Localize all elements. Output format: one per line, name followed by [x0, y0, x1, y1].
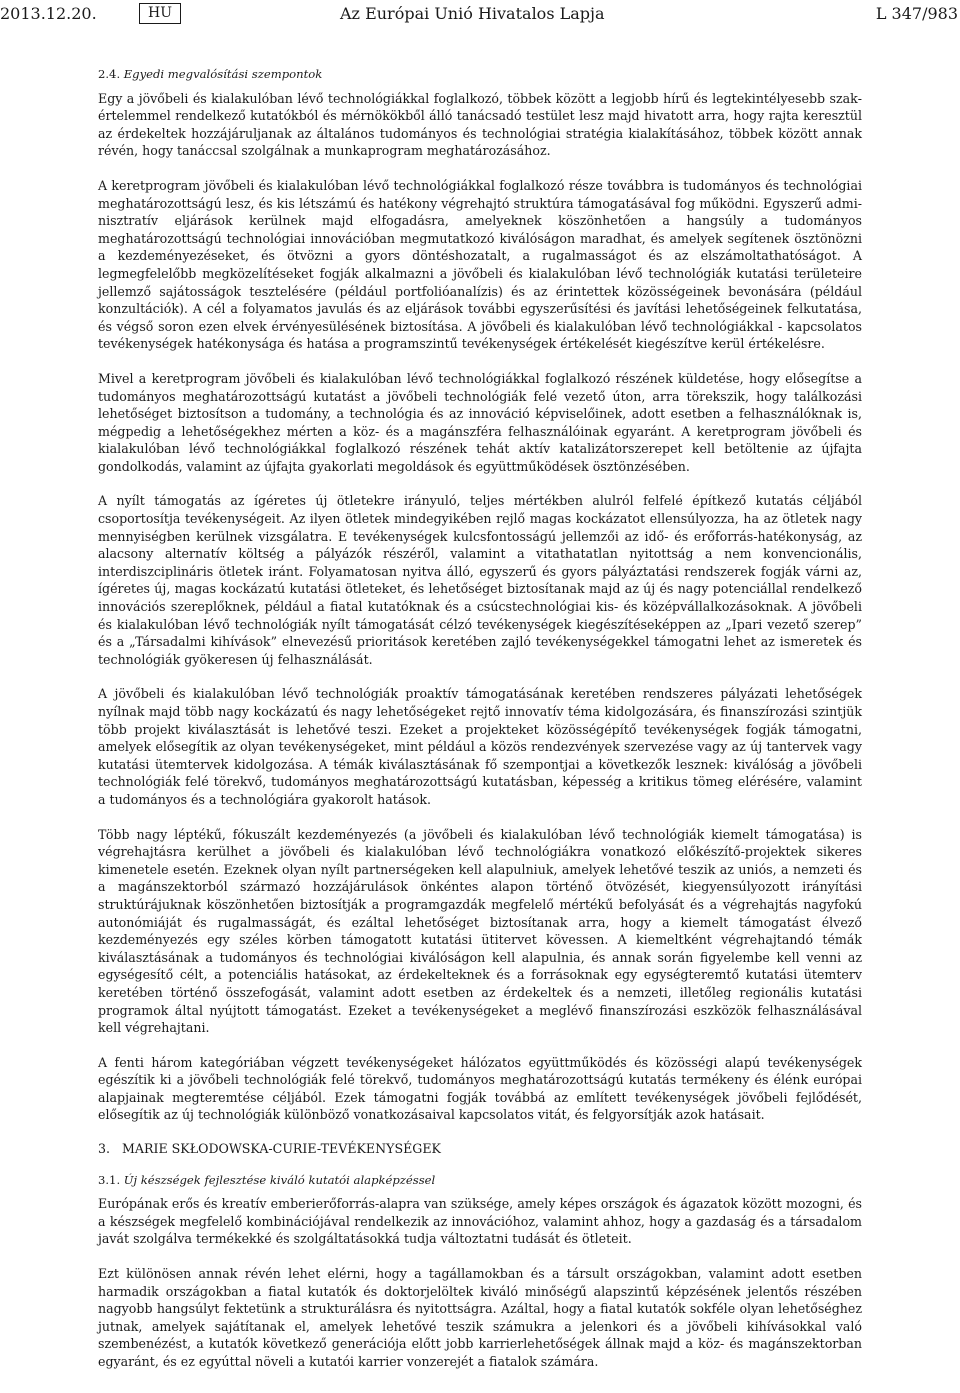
- paragraph-open-support: A nyílt támogatás az ígéretes új ötletekre irányuló, teljes mértékben alulról felfelé építkező kutatás céljából csoportosítja tevékenységeit. Az ilyen ötletek mindegyikében rejlő magas kockázatot ellensúlyozza, ha az ötletek nagy mennyiségben kerülnek vizsgálatra. E tevékenységek kulcsfontosságú jellemzői az idő- és erőforrás-hatékonyság, az alacsony alternatív költség a pályázók részéről, valamint a vitathatatlan nyitottság a nem konvencionális, interdiszciplináris ötletek iránt. Folyamatosan nyitva álló, egyszerű és gyors pályáztatási rendszerek fogják várni az, ígéretes új, magas kockázatú kutatási ötleteket, és lehetőséget biztosítanak majd az új és nagy potenciállal rendelkező innovációs szereplőknek, például a fiatal kutatóknak és a csúcstechnológiai kis- és középvállalkozásoknak. A jövőbeli és kialakulóban lévő technológiák nyílt támogatását célzó tevékenységek kiegészítéseképpen az „Ipari vezető szerep” és a „Társadalmi kihívások” elnevezésű prioritások keretében zajló tevékenységekkel támogatni lehet az ismeretek és technológiák gyökeresen új felhasználását.: [98, 493, 862, 667]
- section-number: 3.: [98, 1141, 111, 1157]
- paragraph-framework-structure: A keretprogram jövőbeli és kialakulóban lévő technológiákkal foglalkozó része továbbra is tudományos és technológiai meghatározottságú lesz, és kis létszámú és hatékony végrehajtó struktúra támogatásával fog működni. Egyszerű adminisztratív eljárások kerülnek majd elfogadásra, amelyeknek köszönhetően a hangsúly a tudományos meghatározottságú technológiai innovációban megmutatkozó kiválóságon maradhat, és amelyek segítenek ösztönözni a kezdeményezéseket, és ötvözni a gyors döntéshozatalt, a rugalmasságot és az elszámoltathatóságot. A legmegfelelőbb megközelítéseket fogják alkalmazni a jövőbeli és kialakulóban lévő technológiák kutatási területeire jellemző sajátosságok tesztelésére (például portfolióanalízis) és az érintettek közösségeinek bevonására (például konzultációk). A cél a folyamatos javulás és az eljárások további egyszerűsítési és javítási lehetőségeinek felkutatása, és végső soron ezen elvek érvényesülésének biztosítása. A jövőbeli és kialakulóban lévő technológiákkal - kapcsolatos tevékenységek hatékonysága és hatása a programszintű tevékenységek értékelését kiegészítve kerül értékelésre.: [98, 177, 862, 352]
- subsection-number: 2.4.: [98, 67, 121, 81]
- journal-title: Az Európai Unió Hivatalos Lapja: [340, 4, 605, 23]
- subsection-number: 3.1.: [98, 1172, 121, 1187]
- section-heading-3: [98, 1140, 862, 1158]
- paragraph-researcher-training: Ezt különösen annak révén lehet elérni, hogy a tagállamokban és a társult országokban, valamint adott esetben harmadik országokban a fiatal kutatók és doktorjelöltek kiváló minőségű alapszintű képzésének jelentős részében nagyobb hangsúlyt fektetünk a strukturálásra és nyitottságra. Azáltal, hogy a fiatal kutatók sokféle olyan lehetőséghez jutnak, amelyek sajátítanak el, amelyek lehetővé teszik számukra a jelenkori és a jövőbeli kihívásokkal való szembenézést, a kutatók következő generációja előtt jobb karrierlehetőségek állnak majd a köz- és magánszektorban egyaránt, és ez egyúttal növeli a kutatói karrier vonzerejét a fiatalok számára.: [98, 1266, 862, 1369]
- section-title: MARIE SKŁODOWSKA-CURIE-TEVÉKENYSÉGEK: [122, 1141, 441, 1157]
- subsection-title: Új készségek fejlesztése kiváló kutatói alapképzéssel: [123, 1172, 436, 1187]
- paragraph-advisory-board: Egy a jövőbeli és kialakulóban lévő technológiákkal foglalkozó, többek között a legjobb hírű és legtekintélyesebb szakértelemmel rendelkező kutatókból és mérnökökből álló tanácsadó testület lesz majd hivatott arra, hogy rajta keresztül az érdekeltek hozzájáruljanak az általános tudományos és technológiai stratégia kialakításához, többek között annak révén, hogy tanáccsal szolgálnak a munkaprogram meghatározásához.: [98, 90, 862, 159]
- language-badge: HU: [139, 3, 181, 24]
- document-body: [98, 66, 862, 1388]
- publication-date: 2013.12.20.: [0, 4, 97, 23]
- paragraph-networking: A fenti három kategóriában végzett tevékenységeket hálózatos együttműködés és közösségi alapú tevékenységek egészítik ki a jövőbeli technológiák felé törekvő, tudományos meghatározottságú kutatás termékeny és élénk európai alapjainak megteremtése céljából. Ezek támogatni fogják továbbá az említett tevékenységek jövőbeli fejlődését, elősegítik az új technológiák különböző vonatkozásaival kapcsolatos vitát, és felgyorsítják azok hatásait.: [98, 1054, 862, 1123]
- subsection-heading-2-4: [98, 66, 862, 84]
- subsection-heading-3-1: [98, 1172, 862, 1190]
- paragraph-proactive-support: A jövőbeli és kialakulóban lévő technológiák proaktív támogatásának keretében rendszeres pályázati lehetőségek nyílnak majd több nagy kockázatú és nagy lehetőségeket rejtő innovatív téma kidolgozására, és finanszírozási szintjük több projekt kiválasztását is lehetővé teszi. Ezeket a projekteket közösségépítő tevékenységek fogják támogatni, amelyek elősegítik az olyan tevékenységeket, mint például a közös rendezvények szervezése vagy az új tantervek vagy kutatási ütemtervek kidolgozása. A témák kiválasztásának fő szempontjai a következők lesznek: kiválóság a jövőbeli technológiák felé törekvő, tudományos meghatározottságú kutatásban, képesség a kritikus tömeg elérésére, valamint a tudományos és a technológiára gyakorolt hatások.: [98, 686, 862, 807]
- page-reference: L 347/983: [875, 4, 958, 23]
- paragraph-flagship-initiatives: Több nagy léptékű, fókuszált kezdeményezés (a jövőbeli és kialakulóban lévő technológiák kiemelt támogatása) is végrehajtásra kerülhet a jövőbeli és kialakulóban lévő technológiákra vonatkozó előkészítő-projektek sikeres kimenetele esetén. Ezeknek olyan nyílt partnerségeken kell alapulniuk, amelyek lehetővé teszik az uniós, a nemzeti és a magánszektorból származó hozzájárulások önkéntes alapon történő ötvözését, kiegyensúlyozott irányítási struktúrájuknak köszönhetően biztosítják a programgazdák megfelelő mértékű befolyását és a végrehajtás nagyfokú autonómiáját és rugalmasságát, és ezáltal lehetőséget biztosítanak arra, hogy a kiemelt támogatást élvező kezdeményezés egy széles körben támogatott kutatási ütitervet kövessen. A kiemeltként végrehajtandó témák kiválasztásának a tudományos és technológiai kiválóságon kell alapulnia, és annak során figyelembe kell venni az egységesítő célt, a potenciális hatásokat, az érdekelteknek és a forrásoknak egy egységteremtő kutatási ütemterv keretében történő összefogását, valamint adott esetben az érdekeltek és a nemzeti, illetőleg regionális kutatási programok által nyújtott támogatást. Ezeket a tevékenységeket a meglévő finanszírozási eszközök felhasználásával kell végrehajtani.: [98, 826, 862, 1036]
- page-header: [0, 3, 960, 25]
- paragraph-human-resources: Európának erős és kreatív emberierőforrás-alapra van szüksége, amely képes országok és ágazatok között mozogni, és a készségek megfelelő kombinációjával rendelkezik az innovációhoz, valamint ahhoz, hogy a gazdaság és a társadalom javát szolgálva termékekké és szolgáltatásokká tudja változtatni tudását és ötleteit.: [98, 1196, 862, 1247]
- subsection-title: Egyedi megvalósítási szempontok: [123, 67, 323, 81]
- paragraph-catalyst-role: Mivel a keretprogram jövőbeli és kialakulóban lévő technológiákkal foglalkozó részének küldetése, hogy elősegítse a tudományos meghatározottságú kutatást a jövőbeli technológiák felé vezető úton, arra törekszik, hogy találkozási lehetőséget biztosítson a tudomány, a technológia és az innováció képviselőinek, adott esetben a felhasználóknak is, mégpedig a lehetőségekhez mérten a köz- és a magánszféra felhasználóinak egyaránt. A keretprogram jövőbeli és kialakulóban lévő technológiákkal foglalkozó részének tehát aktív katalizátorszerepet kell betöltenie az újfajta gondolkodás, valamint az újfajta gyakorlati megoldások és együttműködések ösztönzésében.: [98, 370, 862, 474]
